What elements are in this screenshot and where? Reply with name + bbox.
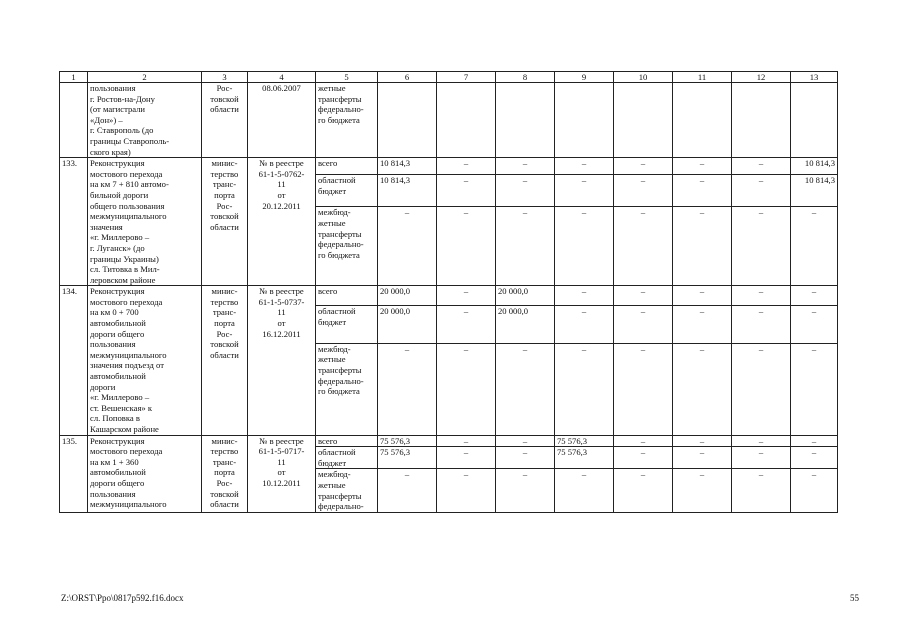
funding-source-line: всего: [318, 158, 338, 169]
object-name-line: границы Украины): [90, 253, 159, 264]
amount-cell: –: [791, 447, 838, 469]
amount-cell: –: [732, 286, 791, 306]
executor-line: терство: [210, 296, 239, 307]
object-name-line: на км 0 + 700: [90, 307, 139, 318]
registry-info-line: от: [277, 318, 286, 329]
object-name-line: автомобильной: [90, 318, 146, 329]
executor-line: порта: [214, 318, 235, 329]
amount-cell: –: [378, 207, 437, 286]
column-number: 7: [437, 72, 496, 83]
executor-line: минис-: [211, 286, 238, 297]
amount-cell: –: [378, 469, 437, 512]
amount-cell: –: [673, 286, 732, 306]
amount-cell: 10 814,3: [791, 175, 838, 207]
object-name-line: мостового перехода: [90, 446, 163, 457]
funding-source-line: жетные: [318, 479, 346, 490]
funding-source-line: трансферты: [318, 490, 362, 501]
amount-cell: [437, 83, 496, 158]
amount-cell: 20 000,0: [496, 306, 555, 344]
funding-source: [316, 306, 378, 344]
column-number: 3: [202, 72, 248, 83]
registry-info-line: 11: [277, 307, 286, 318]
amount-cell: –: [437, 158, 496, 175]
amount-cell: –: [614, 447, 673, 469]
executor: [202, 435, 248, 512]
table-row-continuation: [60, 83, 838, 158]
column-number: 5: [316, 72, 378, 83]
amount-cell: –: [555, 207, 614, 286]
executor-line: транс-: [212, 456, 237, 467]
object-name-line: дороги общего: [90, 328, 145, 339]
object-name-line: Кашарском районе: [90, 424, 159, 434]
amount-cell: –: [673, 435, 732, 447]
funding-source: [316, 207, 378, 286]
amount-cell: –: [791, 435, 838, 447]
object-name-line: сл. Поповка в: [90, 413, 140, 424]
amount-cell: 20 000,0: [378, 286, 437, 306]
row-number: 135.: [60, 435, 88, 512]
amount-cell: 75 576,3: [555, 447, 614, 469]
registry-info-line: 61-1-5-0762-: [258, 168, 305, 179]
funding-source-line: областной: [318, 447, 356, 458]
amount-cell: –: [791, 286, 838, 306]
amount-cell: 10 814,3: [378, 175, 437, 207]
amount-cell: 75 576,3: [378, 435, 437, 447]
row-number: 134.: [60, 286, 88, 435]
object-name-line: Реконструкция: [90, 158, 145, 169]
amount-cell: –: [496, 343, 555, 435]
table-row: [60, 435, 838, 447]
amount-cell: –: [614, 306, 673, 344]
registry-info-line: № в реестре: [259, 158, 304, 169]
amount-cell: –: [791, 306, 838, 344]
object-name-line: «г. Миллерово –: [90, 392, 150, 403]
funding-source: [316, 83, 378, 158]
amount-cell: 75 576,3: [378, 447, 437, 469]
table-row: [60, 158, 838, 175]
page-number: 55: [850, 593, 859, 603]
object-name-line: сл. Титовка в Мил-: [90, 264, 160, 275]
object-name: [88, 435, 202, 512]
object-name-line: мостового перехода: [90, 296, 163, 307]
object-name-line: пользования: [90, 83, 136, 93]
amount-cell: –: [791, 469, 838, 512]
funding-source-line: го бюджета: [318, 249, 360, 260]
column-number: 2: [88, 72, 202, 83]
amount-cell: –: [614, 469, 673, 512]
object-name-line: г. Луганск» (до: [90, 242, 145, 253]
object-name-line: межмуниципального: [90, 499, 167, 510]
executor-line: области: [210, 349, 239, 360]
funding-source: [316, 158, 378, 175]
object-name-line: (от магистрали: [90, 104, 146, 115]
row-number: [60, 83, 88, 158]
object-name-line: Реконструкция: [90, 435, 145, 446]
registry-info-line: 61-1-5-0737-: [258, 296, 305, 307]
amount-cell: –: [496, 207, 555, 286]
column-number: 9: [555, 72, 614, 83]
column-number: 12: [732, 72, 791, 83]
column-number: 10: [614, 72, 673, 83]
registry-info-line: 11: [277, 456, 286, 467]
object-name-line: значения подъезд от: [90, 360, 164, 371]
amount-cell: –: [732, 207, 791, 286]
object-name-line: «г. Миллерово –: [90, 232, 150, 243]
executor: [202, 158, 248, 286]
amount-cell: –: [437, 447, 496, 469]
funding-source-line: трансферты: [318, 364, 362, 375]
funding-source-line: го бюджета: [318, 114, 360, 125]
amount-cell: –: [673, 343, 732, 435]
funding-source: [316, 343, 378, 435]
funding-source: [316, 435, 378, 447]
amount-cell: –: [555, 158, 614, 175]
object-name-line: значения: [90, 221, 123, 232]
registry-info-line: № в реестре: [259, 435, 304, 446]
amount-cell: [378, 83, 437, 158]
executor-line: транс-: [212, 179, 237, 190]
amount-cell: –: [496, 447, 555, 469]
amount-cell: –: [614, 286, 673, 306]
amount-cell: –: [732, 343, 791, 435]
executor-line: транс-: [212, 307, 237, 318]
object-name-line: общего пользования: [90, 200, 165, 211]
column-number: 8: [496, 72, 555, 83]
object-name-line: г. Ростов-на-Дону: [90, 93, 155, 104]
funding-source: [316, 286, 378, 306]
amount-cell: –: [673, 469, 732, 512]
amount-cell: –: [673, 306, 732, 344]
registry-info-line: от: [277, 467, 286, 478]
registry-table: [59, 71, 838, 513]
amount-cell: –: [437, 175, 496, 207]
amount-cell: –: [732, 435, 791, 447]
funding-source: [316, 447, 378, 469]
registry-info-line: 20.12.2011: [262, 200, 301, 211]
executor-line: товской: [210, 488, 239, 499]
amount-cell: –: [614, 343, 673, 435]
amount-cell: –: [496, 435, 555, 447]
funding-source-line: го бюджета: [318, 386, 360, 397]
amount-cell: –: [732, 175, 791, 207]
executor-line: товской: [210, 211, 239, 222]
registry-info: [248, 286, 316, 435]
file-path: Z:\ORST\Ppo\0817p592.f16.docx: [61, 593, 184, 603]
amount-cell: –: [791, 343, 838, 435]
executor-line: порта: [214, 467, 235, 478]
object-name-line: «Дон») –: [90, 114, 123, 125]
object-name-line: ского края): [90, 146, 131, 157]
executor: [202, 286, 248, 435]
amount-cell: –: [673, 447, 732, 469]
executor-line: Рос-: [216, 477, 233, 488]
amount-cell: –: [673, 158, 732, 175]
executor-line: минис-: [211, 158, 238, 169]
amount-cell: [732, 83, 791, 158]
column-number: 11: [673, 72, 732, 83]
object-name-line: мостового перехода: [90, 168, 163, 179]
funding-source: [316, 469, 378, 512]
registry-info-line: 61-1-5-0717-: [258, 446, 305, 457]
object-name-line: на км 1 + 360: [90, 456, 139, 467]
executor-line: области: [210, 499, 239, 510]
amount-cell: –: [437, 207, 496, 286]
object-name-line: бильной дороги: [90, 189, 149, 200]
amount-cell: –: [437, 286, 496, 306]
funding-source-line: федерально-: [318, 501, 364, 512]
funding-source-line: трансферты: [318, 228, 362, 239]
executor-line: области: [210, 104, 239, 115]
funding-source-line: трансферты: [318, 93, 362, 104]
amount-cell: –: [437, 469, 496, 512]
amount-cell: [791, 83, 838, 158]
registry-info: [248, 158, 316, 286]
executor-line: терство: [210, 168, 239, 179]
amount-cell: [555, 83, 614, 158]
amount-cell: [496, 83, 555, 158]
amount-cell: –: [555, 469, 614, 512]
amount-cell: [614, 83, 673, 158]
amount-cell: –: [673, 175, 732, 207]
funding-source-line: федерально-: [318, 375, 364, 386]
amount-cell: [673, 83, 732, 158]
executor-line: области: [210, 221, 239, 232]
object-name-line: ст. Вешенская» к: [90, 402, 153, 413]
object-name: [88, 83, 202, 158]
amount-cell: –: [496, 175, 555, 207]
registry-info-line: 10.12.2011: [262, 477, 301, 488]
amount-cell: –: [732, 447, 791, 469]
amount-cell: –: [614, 207, 673, 286]
amount-cell: –: [496, 158, 555, 175]
amount-cell: 20 000,0: [378, 306, 437, 344]
object-name-line: автомобильной: [90, 467, 146, 478]
object-name-line: дороги общего: [90, 477, 145, 488]
amount-cell: –: [614, 175, 673, 207]
amount-cell: –: [555, 306, 614, 344]
amount-cell: –: [673, 207, 732, 286]
table-row: [60, 286, 838, 306]
object-name-line: пользования: [90, 339, 136, 350]
object-name-line: Реконструкция: [90, 286, 145, 297]
registry-info: 08.06.2007: [248, 83, 316, 158]
column-number: 13: [791, 72, 838, 83]
amount-cell: –: [614, 435, 673, 447]
object-name-line: дороги: [90, 381, 116, 392]
amount-cell: –: [437, 435, 496, 447]
object-name-line: межмуниципального: [90, 349, 167, 360]
amount-cell: –: [496, 469, 555, 512]
funding-source-line: бюджет: [318, 457, 347, 468]
registry-info-line: от: [277, 189, 286, 200]
amount-cell: –: [437, 343, 496, 435]
object-name-line: границы Ставрополь-: [90, 135, 170, 146]
amount-cell: –: [791, 207, 838, 286]
registry-info-line: 11: [277, 179, 286, 190]
executor-line: терство: [210, 446, 239, 457]
funding-source-line: федерально-: [318, 104, 364, 115]
object-name: [88, 286, 202, 435]
object-name-line: г. Ставрополь (до: [90, 125, 154, 136]
executor-line: минис-: [211, 435, 238, 446]
object-name-line: леровском районе: [90, 274, 156, 285]
funding-source-line: жетные: [318, 218, 346, 229]
object-name-line: межмуниципального: [90, 211, 167, 222]
column-number-row: [60, 72, 838, 83]
registry-info: [248, 435, 316, 512]
column-number: 1: [60, 72, 88, 83]
funding-source: [316, 175, 378, 207]
funding-source-line: областной: [318, 175, 356, 186]
amount-cell: 10 814,3: [791, 158, 838, 175]
amount-cell: 75 576,3: [555, 435, 614, 447]
amount-cell: –: [614, 158, 673, 175]
amount-cell: –: [437, 306, 496, 344]
funding-source-line: всего: [318, 286, 338, 297]
executor-line: порта: [214, 189, 235, 200]
row-number: 133.: [60, 158, 88, 286]
object-name-line: автомобильной: [90, 371, 146, 382]
executor-line: товской: [210, 339, 239, 350]
funding-source-line: бюджет: [318, 316, 347, 327]
registry-info-line: 16.12.2011: [262, 328, 301, 339]
executor-line: Рос-: [216, 200, 233, 211]
amount-cell: –: [732, 469, 791, 512]
object-name-line: пользования: [90, 488, 136, 499]
amount-cell: –: [732, 306, 791, 344]
amount-cell: –: [378, 343, 437, 435]
funding-source-line: межбюд-: [318, 207, 351, 218]
funding-source-line: федерально-: [318, 239, 364, 250]
funding-source-line: межбюд-: [318, 469, 351, 480]
executor-line: Рос-: [216, 83, 233, 93]
object-name: [88, 158, 202, 286]
funding-source-line: всего: [318, 435, 338, 446]
object-name-line: на км 7 + 810 автомо-: [90, 179, 169, 190]
column-number: 4: [248, 72, 316, 83]
funding-source-line: жетные: [318, 83, 346, 93]
amount-cell: 20 000,0: [496, 286, 555, 306]
funding-source-line: межбюд-: [318, 343, 351, 354]
amount-cell: –: [555, 343, 614, 435]
amount-cell: –: [732, 158, 791, 175]
funding-source-line: бюджет: [318, 185, 347, 196]
amount-cell: 10 814,3: [378, 158, 437, 175]
amount-cell: –: [555, 286, 614, 306]
funding-source-line: областной: [318, 306, 356, 316]
executor-line: товской: [210, 93, 239, 104]
funding-source-line: жетные: [318, 354, 346, 365]
amount-cell: –: [555, 175, 614, 207]
executor-line: Рос-: [216, 328, 233, 339]
executor: [202, 83, 248, 158]
registry-info-line: № в реестре: [259, 286, 304, 297]
column-number: 6: [378, 72, 437, 83]
